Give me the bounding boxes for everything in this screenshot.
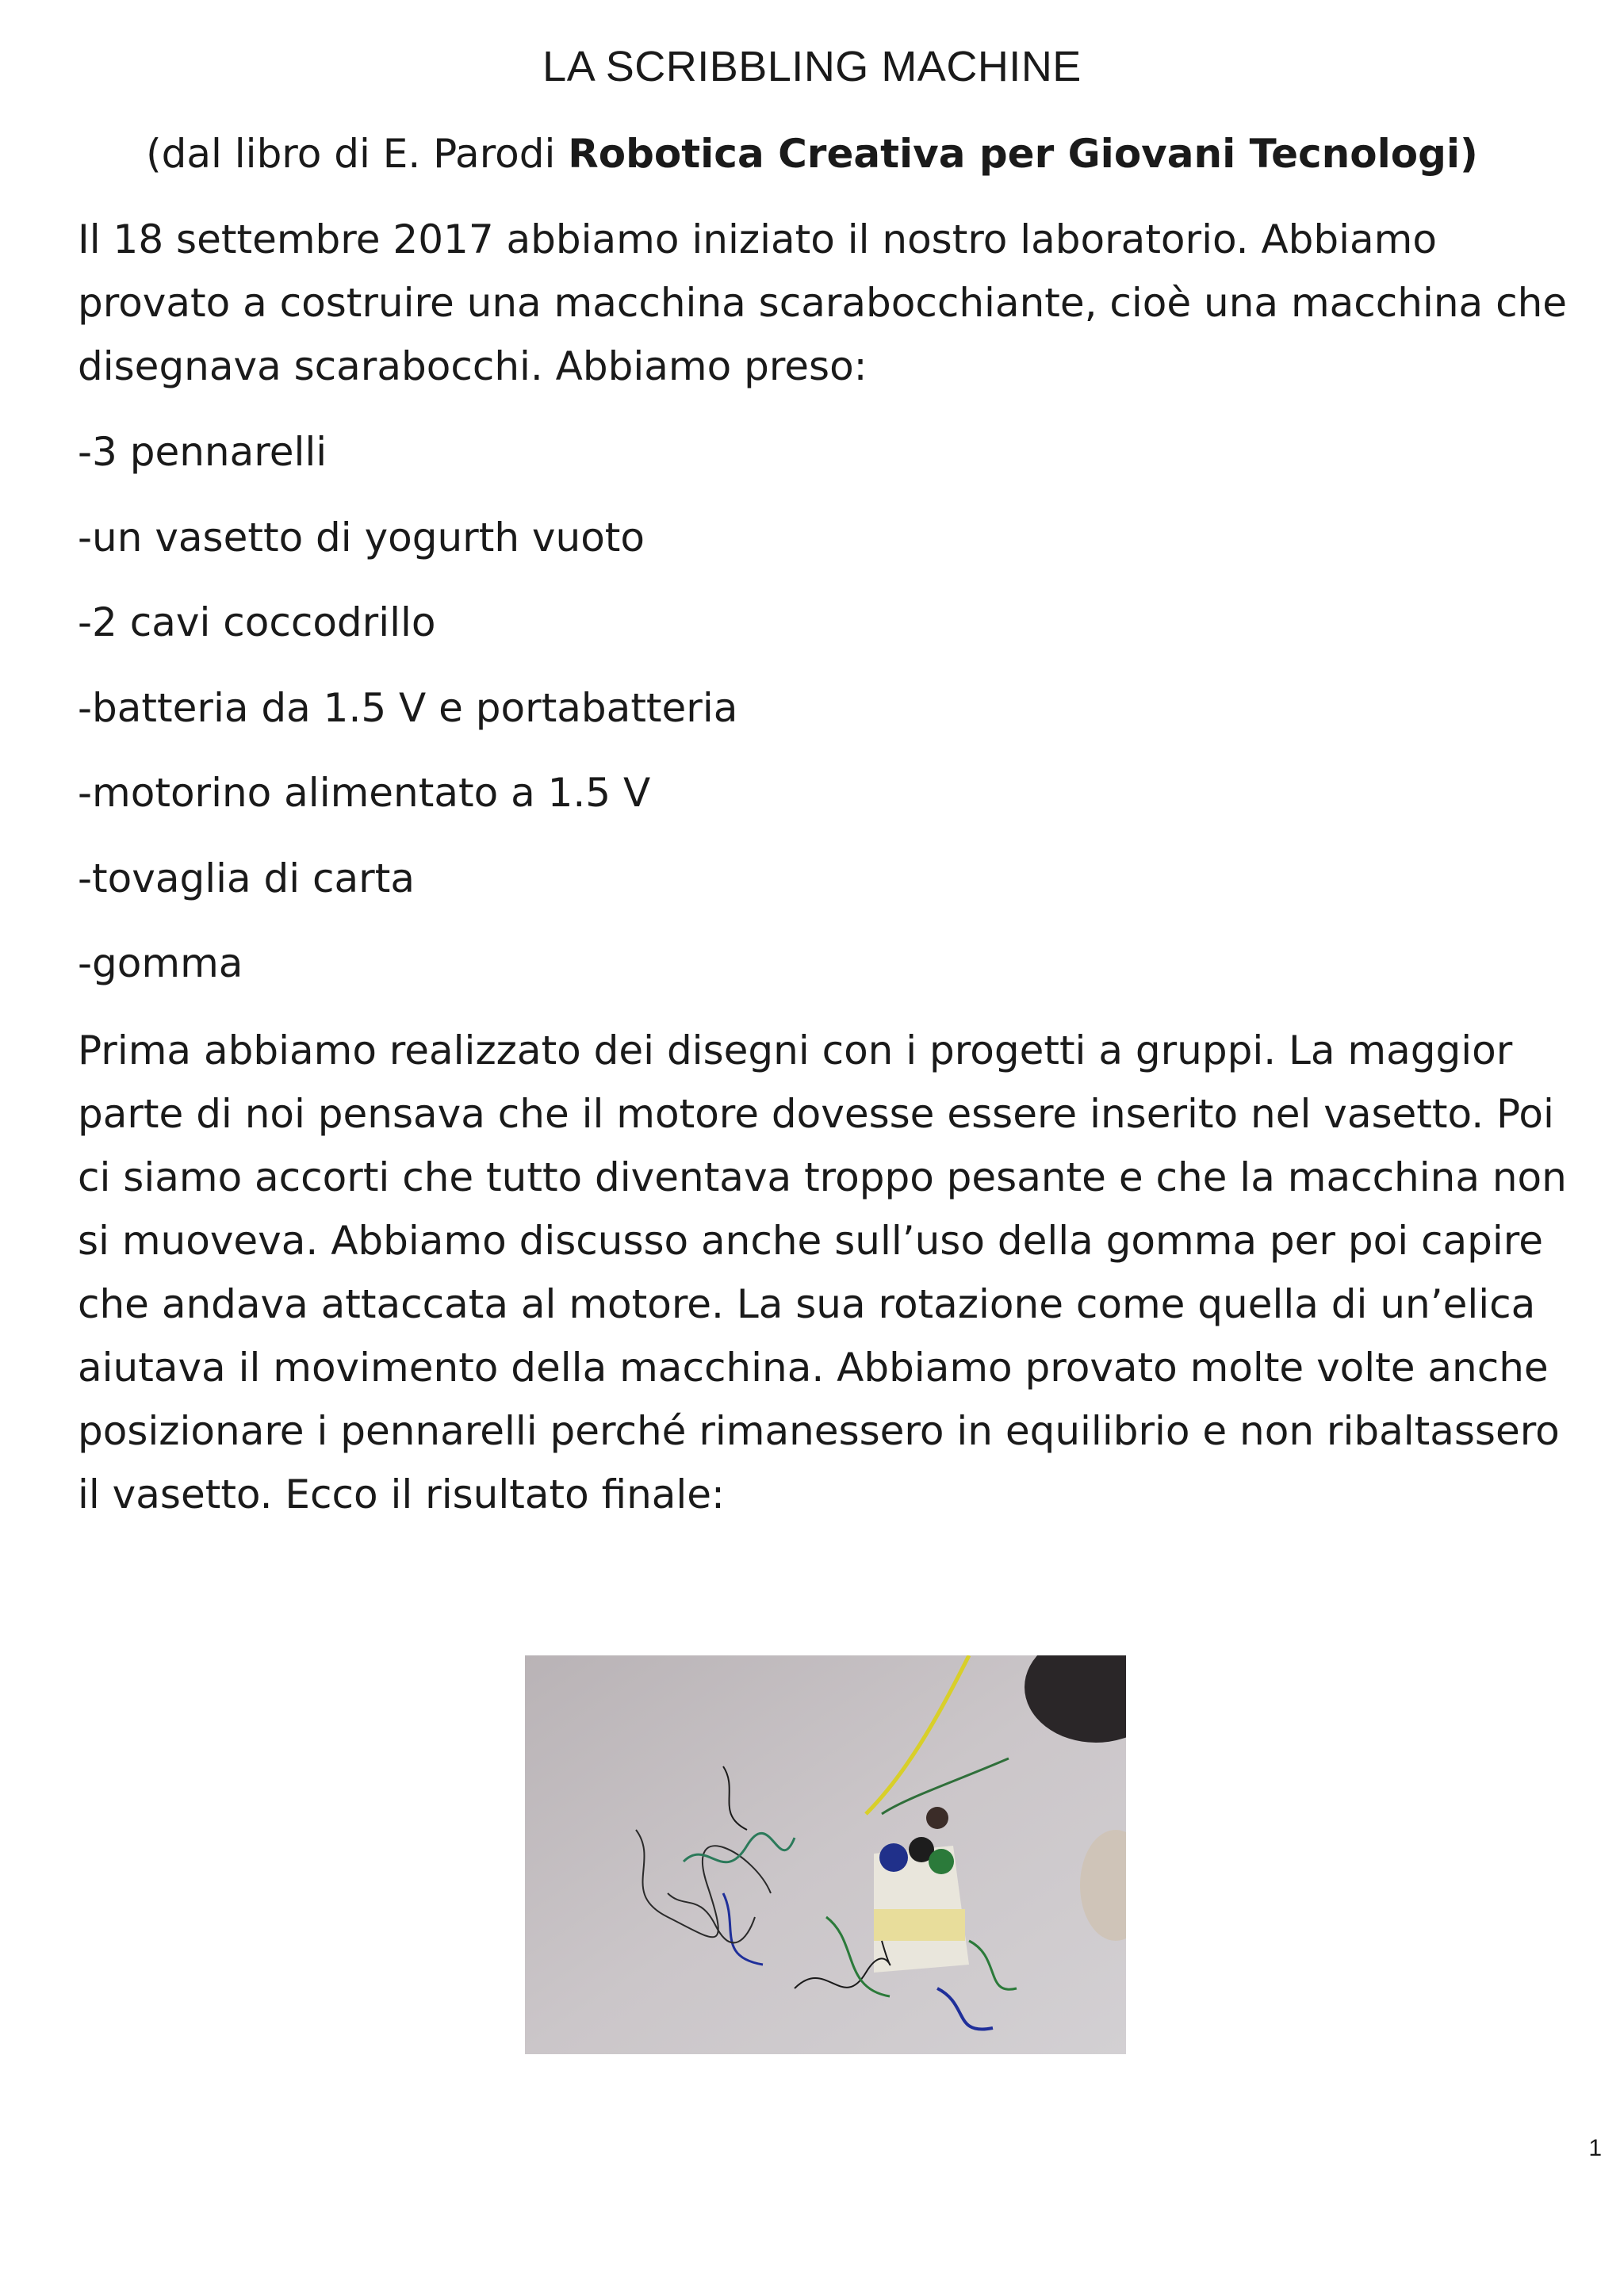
list-item: -motorino alimentato a 1.5 V [78,770,651,816]
materials-list [78,420,1568,1017]
subtitle-prefix: (dal libro di E. Parodi [146,131,569,177]
list-item: -2 cavi coccodrillo [78,599,436,645]
book-title: Robotica Creativa per Giovani Tecnologi) [568,131,1478,177]
page-title: LA SCRIBBLING MACHINE [542,43,1082,90]
list-item: -3 pennarelli [78,429,327,475]
process-paragraph: Prima abbiamo realizzato dei disegni con i progetti a gruppi. La maggior parte di noi pensava che il motore dovesse essere inserito nel vasetto. Poi ci siamo accorti che tutto diventava troppo pesante e che la macchina non si muoveva. Abbiamo discusso anche sull’uso della gomma per poi capire che andava attaccata al motore. La sua rotazione come quella di un’elica aiutava il movimento della macchina. Abbiamo provato molte volte anche posizionare i pennarelli perché rimanessero in equilibrio e non ribaltassero il vasetto. Ecco il risultato finale: [78,1027,1567,1517]
list-item: -un vasetto di yogurth vuoto [78,514,645,561]
list-item: -gomma [78,940,243,986]
scribbling-machine-photo [525,1655,1126,2054]
intro-paragraph: Il 18 settembre 2017 abbiamo iniziato il nostro laboratorio. Abbiamo provato a costruire una macchina scarabocchiante, cioè una macchina che disegnava scarabocchi. Abbiamo preso: [78,216,1568,389]
page-number: 1 [1588,2135,1602,2161]
list-item: -tovaglia di carta [78,855,415,901]
list-item: -batteria da 1.5 V e portabatteria [78,684,738,731]
page-subtitle [0,127,1624,181]
